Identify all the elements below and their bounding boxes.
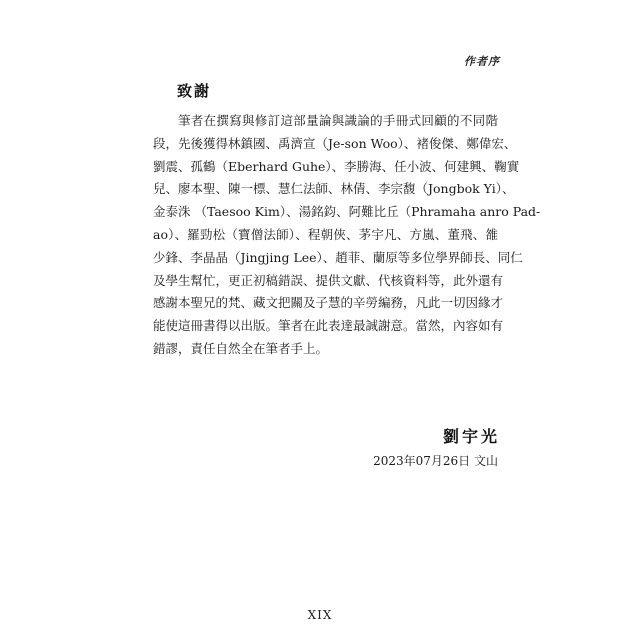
paragraph-line: 兒、廖本聖、陳一標、慧仁法師、林倩、李宗馥（Jongbok Yi）、: [153, 181, 515, 197]
paragraph-line: 錯謬，責任自然全在筆者手上。: [153, 340, 329, 356]
author-signature: 劉宇光: [442, 427, 500, 446]
paragraph-line: ao）、羅勁松（寶僧法師）、程朝俠、茅宇凡、方嵐、董飛、雒: [153, 226, 498, 242]
paragraph-line: 筆者在撰寫與修訂這部量論與識論的手冊式回顧的不同階: [178, 113, 498, 128]
paragraph-line: 劉震、孤鶴（Eberhard Guhe）、李勝海、任小波、何建興、鞠實: [153, 158, 520, 174]
paragraph-line: 段，先後獲得林鎮國、禹濟宣（Je-son Woo）、褚俊傑、鄭偉宏、: [153, 135, 517, 151]
running-head: 作者序: [464, 55, 500, 68]
page-number: XIX: [307, 608, 333, 622]
paragraph-line: 金泰洙 （Taesoo Kim）、湯銘鈞、阿難比丘（Phramaha anro Pad-: [153, 204, 541, 220]
date-and-place: 2023年07月26日 文山: [373, 454, 498, 468]
paragraph-line: 感謝本聖兄的梵、藏文把關及子慧的辛勞編務，凡此一切因緣才: [153, 295, 504, 311]
paragraph-line: 能使這冊書得以出版。筆者在此表達最誠謝意。當然，內容如有: [153, 318, 504, 334]
paragraph-line: 少鋒、李晶晶（Jingjing Lee）、趙菲、蘭原等多位學界師長、同仁: [153, 249, 523, 265]
acknowledgement-paragraph: [153, 110, 541, 361]
paragraph-line: 及學生幫忙，更正初稿錯誤、提供文獻、代核資料等，此外還有: [153, 272, 504, 288]
section-title: 致謝: [177, 82, 212, 100]
